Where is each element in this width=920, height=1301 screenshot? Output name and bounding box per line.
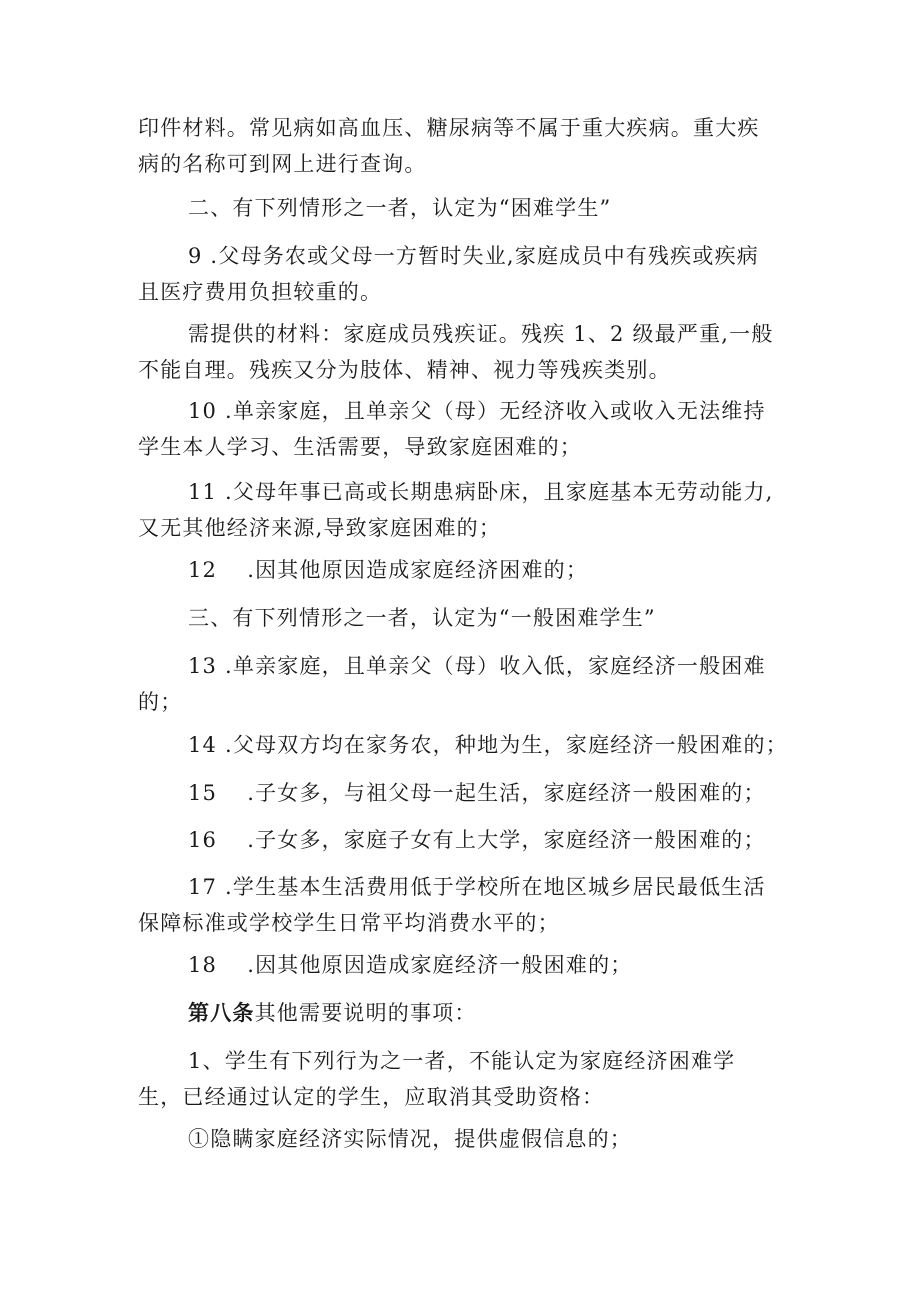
rule-1 — [138, 1043, 798, 1115]
item-10-line-1: 10 .单亲家庭，且单亲父（母）无经济收入或收入无法维持 — [188, 399, 766, 423]
article-eight-text: 其他需要说明的事项： — [254, 1001, 477, 1025]
item-17 — [138, 869, 798, 941]
rule-1-line-1: 1、学生有下列行为之一者，不能认定为家庭经济困难学 — [188, 1049, 736, 1073]
materials-note-line-1: 需提供的材料：家庭成员残疾证。残疾 1、2 级最严重,一般 — [188, 322, 774, 346]
item-17-line-1: 17 .学生基本生活费用低于学校所在地区城乡居民最低生活 — [188, 875, 766, 899]
item-9-line-1: 9 .父母务农或父母一方暂时失业,家庭成员中有残疾或疾病 — [188, 244, 759, 268]
item-14: 14 .父母双方均在家务农，种地为生，家庭经济一般困难的； — [188, 733, 788, 757]
item-18: 18 .因其他原因造成家庭经济一般困难的； — [188, 953, 633, 977]
item-11-line-1: 11 .父母年事已高或长期患病卧床，且家庭基本无劳动能力, — [188, 480, 774, 504]
item-16: 16 .子女多，家庭子女有上大学，家庭经济一般困难的； — [188, 828, 766, 852]
item-10-line-2: 学生本人学习、生活需要，导致家庭困难的； — [138, 435, 582, 459]
paragraph-1-line-1: 印件材料。常见病如高血压、糖尿病等不属于重大疾病。重大疾 — [138, 116, 760, 140]
section-three-heading: 三、有下列情形之一者，认定为“一般困难学生” — [188, 606, 656, 630]
item-17-line-2: 保障标准或学校学生日常平均消费水平的； — [138, 911, 560, 935]
item-15: 15 .子女多，与祖父母一起生活，家庭经济一般困难的； — [188, 781, 766, 805]
item-9 — [138, 238, 798, 310]
item-13 — [138, 648, 798, 720]
item-11 — [138, 474, 798, 546]
rule-1-item-1: ①隐瞒家庭经济实际情况，提供虚假信息的； — [188, 1127, 632, 1151]
item-13-line-2: 的； — [138, 690, 183, 714]
materials-note — [138, 316, 798, 388]
materials-note-line-2: 不能自理。残疾又分为肢体、精神、视力等残疾类别。 — [138, 358, 671, 382]
paragraph-1 — [138, 110, 798, 182]
section-two-heading: 二、有下列情形之一者，认定为“困难学生” — [188, 196, 612, 220]
item-12: 12 .因其他原因造成家庭经济困难的； — [188, 558, 589, 582]
paragraph-1-line-2: 病的名称可到网上进行查询。 — [138, 152, 427, 176]
rule-1-line-2: 生，已经通过认定的学生，应取消其受助资格： — [138, 1085, 605, 1109]
article-eight — [138, 995, 798, 1031]
item-9-line-2: 且医疗费用负担较重的。 — [138, 280, 383, 304]
item-11-line-2: 又无其他经济来源,导致家庭困难的； — [138, 516, 502, 540]
item-10 — [138, 393, 798, 465]
article-eight-heading: 第八条 — [188, 1000, 255, 1025]
item-13-line-1: 13 .单亲家庭，且单亲父（母）收入低，家庭经济一般困难 — [188, 654, 766, 678]
